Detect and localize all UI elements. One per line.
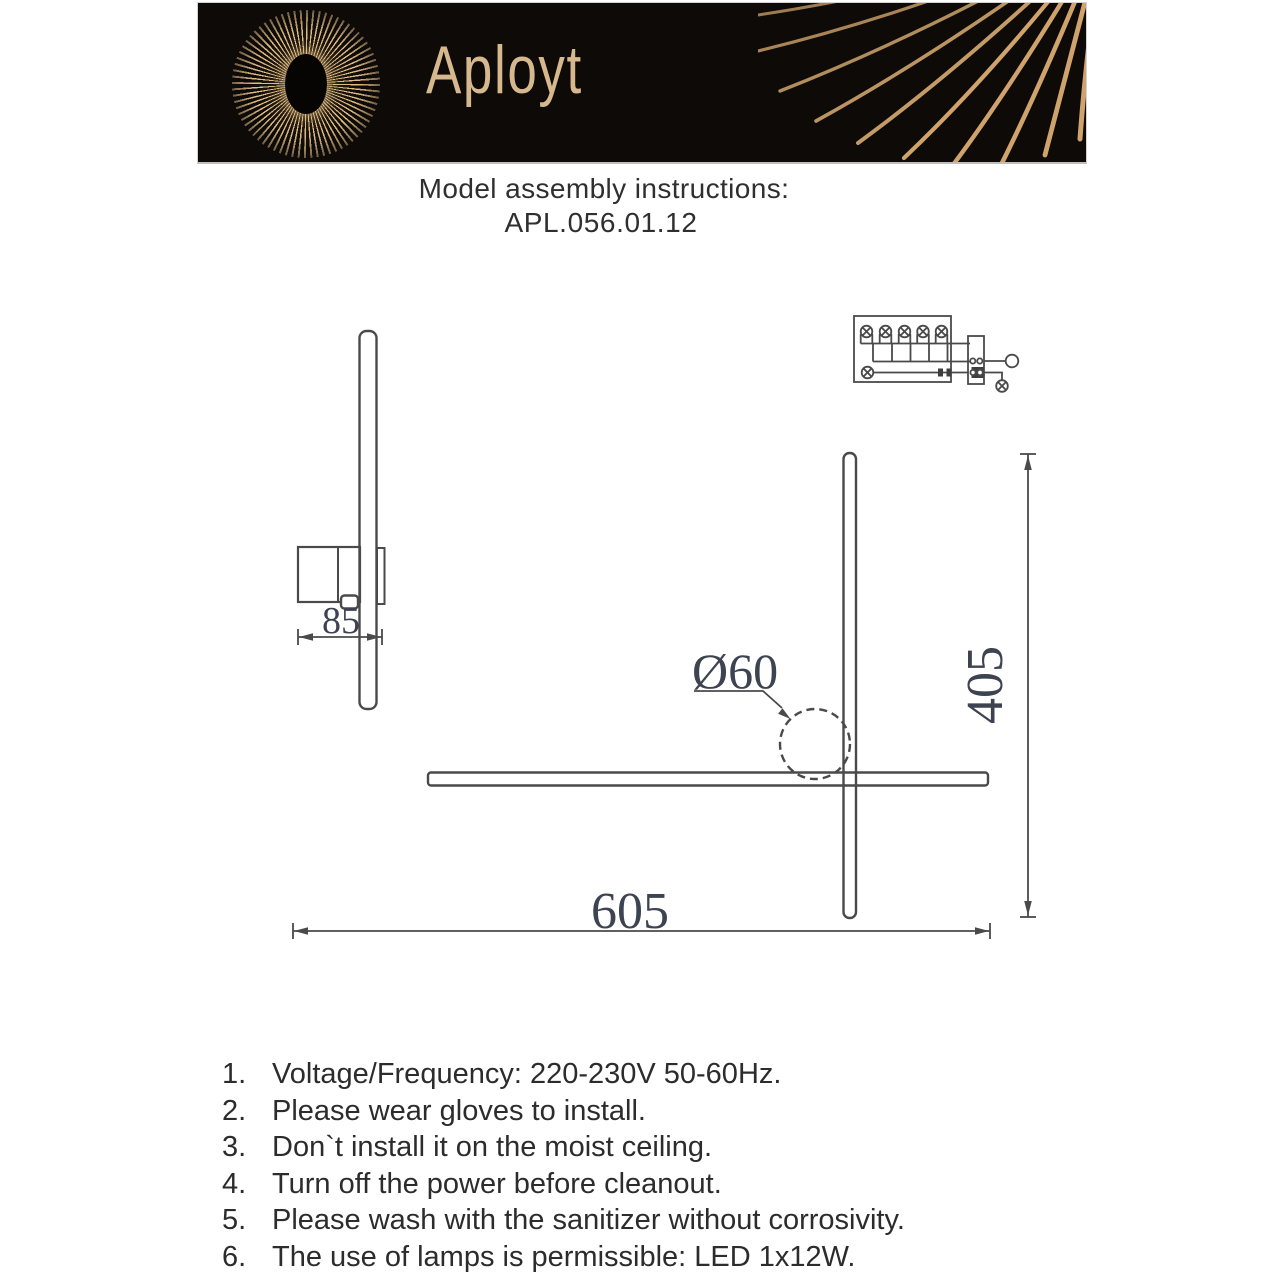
side-view [298,331,385,709]
instruction-text: Don`t install it on the moist ceiling. [272,1131,713,1164]
instruction-number: 6. [222,1240,247,1273]
dimension-405 [1020,454,1036,917]
wire [984,373,1002,381]
lamp-icon [996,380,1008,392]
instruction-item [222,1129,905,1166]
lamp-icon [880,326,892,344]
dim-height-label: 405 [957,646,1014,724]
ring-terminal-icon [1006,355,1019,368]
instruction-number: 3. [222,1131,247,1164]
dim-side-width-label: 85 [322,600,360,642]
terminal-dot [947,369,952,377]
instruction-text: Please wear gloves to install. [272,1094,646,1127]
instruction-text: Voltage/Frequency: 220-230V 50-60Hz. [272,1058,782,1090]
instruction-text: Please wash with the sanitizer without corrosivity. [272,1204,905,1237]
model-code: APL.056.01.12 [504,207,698,238]
instructions-list [222,1056,905,1276]
back-plate [377,548,385,604]
lamp-bar-side [360,331,377,709]
instruction-item [222,1056,905,1093]
mount-box [298,547,360,602]
lamp-icon [936,326,948,344]
instruction-number: 1. [222,1058,247,1090]
horizontal-lamp-bar [428,773,988,786]
lamp-icon [899,326,911,344]
instruction-text: The use of lamps is permissible: LED 1x12W. [272,1240,856,1273]
instruction-text: Turn off the power before cleanout. [272,1167,722,1200]
sphere-outline [780,709,850,779]
dim-length-label: 605 [591,883,669,940]
instruction-number: 5. [222,1204,247,1237]
instruction-number: 4. [222,1167,247,1200]
dim-diameter-label: Ø60 [692,643,779,699]
terminal-dot [938,369,943,377]
instruction-item [222,1239,905,1276]
instruction-item [222,1093,905,1130]
lamp-icon [917,326,929,344]
brand-name: Aployt [426,32,583,108]
instruction-item [222,1166,905,1203]
lamp-icon [862,367,874,379]
lamp-icon [861,326,873,344]
page-title: Model assembly instructions: [418,173,790,204]
instruction-item [222,1202,905,1239]
vertical-lamp-bar [844,453,857,918]
instruction-number: 2. [222,1094,247,1127]
front-view [293,453,1036,940]
wiring-diagram [854,316,1018,392]
